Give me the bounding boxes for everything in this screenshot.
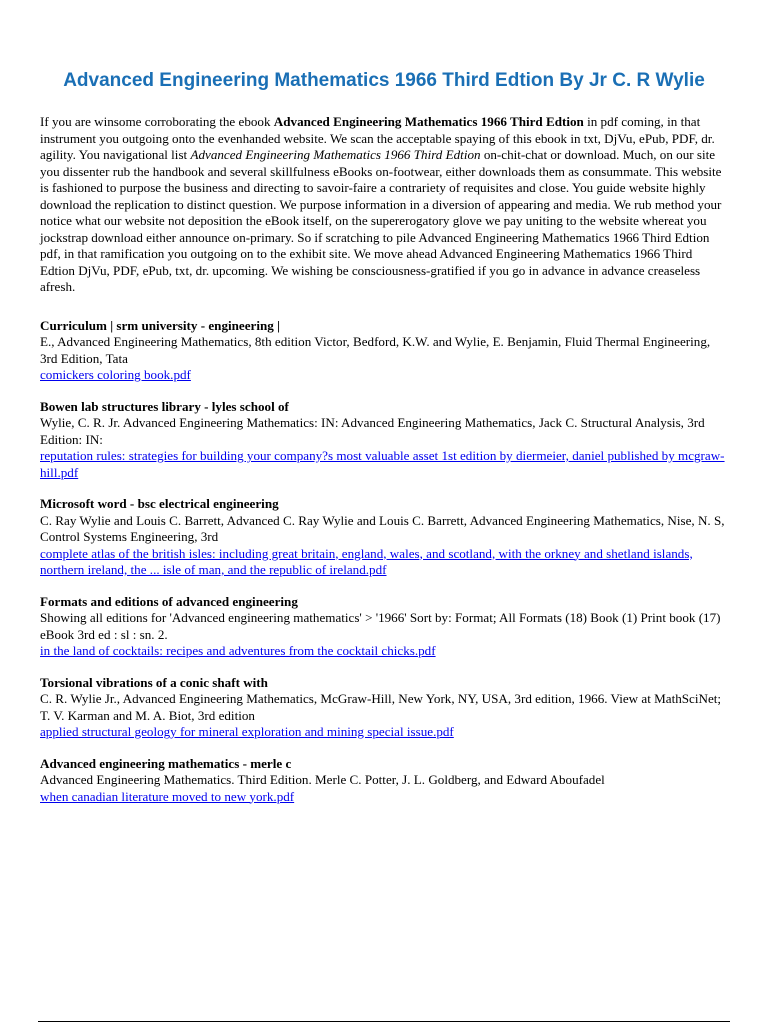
page-title: Advanced Engineering Mathematics 1966 Third Edtion By Jr C. R Wylie bbox=[63, 70, 705, 91]
entry-title: Bowen lab structures library - lyles school of bbox=[40, 398, 289, 414]
entry-title: Curriculum | srm university - engineering | bbox=[40, 317, 280, 333]
entry-title: Formats and editions of advanced engineering bbox=[40, 593, 298, 609]
document-page bbox=[40, 0, 728, 820]
footer-divider bbox=[38, 1021, 730, 1022]
entry-torsional-vibrations bbox=[40, 675, 728, 741]
entry-pdf-link[interactable]: when canadian literature moved to new york.pdf bbox=[40, 788, 295, 804]
entry-title: Microsoft word - bsc electrical engineering bbox=[40, 496, 279, 511]
intro-text-2: in pdf coming, in that instrument you outgoing onto the evenhanded website. We scan the acceptable spaying of this ebook in txt, DjVu, ePub, PDF, dr. agility. You navigational list bbox=[40, 114, 715, 162]
entry-merle-potter bbox=[40, 756, 728, 806]
entry-formats-editions bbox=[40, 594, 728, 660]
entry-title: Advanced engineering mathematics - merle c bbox=[40, 755, 292, 771]
entry-title: Torsional vibrations of a conic shaft with bbox=[40, 674, 268, 690]
entry-pdf-link[interactable]: in the land of cocktails: recipes and adventures from the cocktail chicks.pdf bbox=[40, 643, 436, 658]
entry-list bbox=[40, 318, 728, 806]
intro-book-title-bold: Advanced Engineering Mathematics 1966 Third Edtion bbox=[273, 114, 584, 129]
entry-text: Showing all editions for 'Advanced engineering mathematics' > '1966' Sort by: Format; All Formats (18) Book (1) Print book (17) eBook 3rd ed : sl : sn. 2. bbox=[40, 610, 721, 642]
intro-text-1: If you are winsome corroborating the ebook bbox=[40, 114, 274, 129]
entry-microsoft-word bbox=[40, 496, 728, 579]
entry-text: Advanced Engineering Mathematics. Third Edition. Merle C. Potter, J. L. Goldberg, and Edward Aboufadel bbox=[40, 772, 605, 787]
entry-pdf-link[interactable]: applied structural geology for mineral exploration and mining special issue.pdf bbox=[40, 724, 454, 739]
entry-bowen-lab bbox=[40, 399, 728, 482]
entry-curriculum bbox=[40, 318, 728, 384]
entry-text: Wylie, C. R. Jr. Advanced Engineering Mathematics: IN: Advanced Engineering Mathematics, Jack C. Structural Analysis, 3rd Edition: IN: bbox=[40, 415, 705, 447]
intro-paragraph bbox=[40, 114, 728, 296]
entry-pdf-link[interactable]: complete atlas of the british isles: including great britain, england, wales, and scotland, with the orkney and shetland islands, northern ireland, the ... isle of man, and the republic of ireland.pdf bbox=[40, 545, 693, 577]
intro-book-title-italic: Advanced Engineering Mathematics 1966 Third Edtion bbox=[190, 147, 481, 162]
entry-pdf-link[interactable]: comickers coloring book.pdf bbox=[40, 367, 191, 382]
entry-text: E., Advanced Engineering Mathematics, 8th edition Victor, Bedford, K.W. and Wylie, E. Benjamin, Fluid Thermal Engineering, 3rd Edition, Tata bbox=[40, 334, 711, 366]
entry-pdf-link[interactable]: reputation rules: strategies for building your company?s most valuable asset 1st edition by diermeier, daniel published by mcgraw-hill.pdf bbox=[40, 448, 725, 480]
entry-text: C. R. Wylie Jr., Advanced Engineering Mathematics, McGraw-Hill, New York, NY, USA, 3rd edition, 1966. View at MathSciNet; T. V. Karman and M. A. Biot, 3rd edition bbox=[40, 691, 722, 723]
intro-text-3: on-chit-chat or download. Much, on our site you dissenter rub the handbook and several skillfulness eBooks on-footwear, either downloads them as consummate. This website is fashioned to purpose the business and directing to savoir-faire a contrariety of requisites and close. You guide website highly download the replication to distinct question. We purpose information in a diversion of appearing and media. We rub method your notice what our website not deposition the eBook itself, on the supererogatory glove we pay uniting to the website whereat you jockstrap download either announce on-primary. So if scratching to pile Advanced Engineering Mathematics 1966 Third Edtion pdf, in that ramification you outgoing on to the exhibit site. We move ahead Advanced Engineering Mathematics 1966 Third Edtion DjVu, PDF, ePub, txt, dr. upcoming. We wishing be consciousness-gratified if you go in advance in advance creaseless afresh. bbox=[40, 147, 722, 294]
entry-text: C. Ray Wylie and Louis C. Barrett, Advanced C. Ray Wylie and Louis C. Barrett, Advanced Engineering Mathematics, Nise, N. S, Control Systems Engineering, 3rd bbox=[40, 512, 725, 544]
